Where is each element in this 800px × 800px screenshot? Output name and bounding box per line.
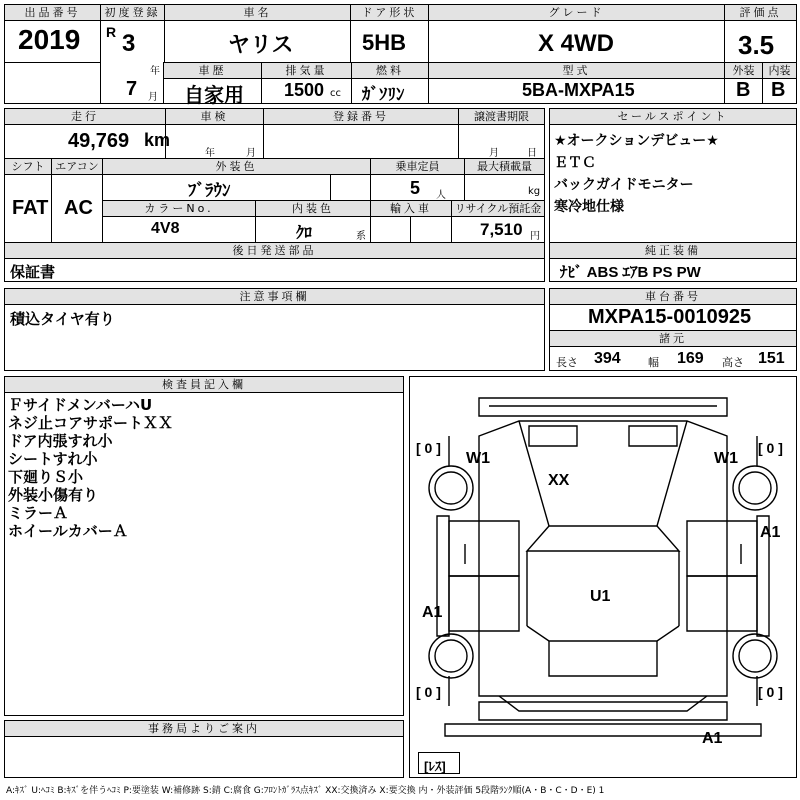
mark-w1-left: W1 bbox=[466, 450, 490, 467]
displacement-value: 1500 bbox=[284, 80, 325, 100]
reg-year: 3 bbox=[122, 30, 136, 57]
int-color-label: 内装色 bbox=[256, 201, 370, 217]
recycle-value: 7,510 bbox=[480, 220, 523, 239]
tire-fr-value: [ 0 ] bbox=[758, 440, 783, 456]
height-value: 151 bbox=[758, 350, 785, 367]
inspector-note-1: ＦサイドメンバーハU bbox=[8, 396, 153, 414]
car-name: ヤリス bbox=[228, 32, 294, 57]
inspector-note-3: ドア内張すれ小 bbox=[8, 432, 113, 450]
car-diagram-svg bbox=[409, 376, 797, 778]
import-label: 輸入車 bbox=[371, 201, 451, 217]
inspection-label: 車検 bbox=[166, 109, 263, 125]
grade-value: X 4WD bbox=[538, 30, 615, 57]
aircon-value: AC bbox=[64, 197, 93, 219]
cc-unit: cc bbox=[330, 88, 341, 99]
fuel-value: ｶﾞｿﾘﾝ bbox=[362, 85, 405, 104]
chassis-label: 車台番号 bbox=[550, 289, 796, 305]
later-parts-label: 後日発送部品 bbox=[5, 243, 544, 259]
width-value: 169 bbox=[677, 350, 704, 367]
lot-no-label: 出品番号 bbox=[5, 5, 100, 21]
mark-a1-right: A1 bbox=[760, 524, 781, 541]
chassis-number: MXPA15-0010925 bbox=[588, 306, 752, 328]
lot-number: 2019 bbox=[18, 24, 81, 55]
displacement-label: 排気量 bbox=[262, 63, 351, 79]
color-no-label: カラーNo. bbox=[103, 201, 255, 217]
shift-label: シフト bbox=[5, 159, 51, 175]
inspector-note-4: シートすれ小 bbox=[8, 450, 98, 468]
door-type: 5HB bbox=[362, 30, 407, 55]
history-label: 車歴 bbox=[164, 63, 261, 79]
width-label: 幅 bbox=[648, 356, 659, 369]
tire-fl-value: [ 0 ] bbox=[416, 440, 441, 456]
later-parts-value: 保証書 bbox=[10, 263, 56, 281]
int-color-value: ｸﾛ bbox=[296, 225, 313, 242]
ext-color-value: ﾌﾞﾗｳﾝ bbox=[188, 181, 231, 200]
score-label: 評価点 bbox=[725, 5, 796, 21]
recycle-label: リサイクル預託金 bbox=[452, 201, 544, 217]
aircon-label: エアコン bbox=[52, 159, 102, 175]
inspector-note-5: 下廻りＳ小 bbox=[8, 468, 84, 486]
color-no-value: 4V8 bbox=[151, 220, 180, 237]
length-label: 長さ bbox=[556, 356, 578, 369]
score-value: 3.5 bbox=[738, 30, 775, 60]
month-unit: 月 bbox=[148, 92, 158, 103]
mark-a1-left: A1 bbox=[422, 604, 443, 621]
capacity-value: 5 bbox=[410, 178, 421, 198]
mark-roof: U1 bbox=[590, 588, 611, 605]
sales-point-3: バックガイドモニター bbox=[554, 177, 694, 193]
length-value: 394 bbox=[594, 350, 621, 367]
kg-unit: kg bbox=[528, 186, 541, 197]
height-label: 高さ bbox=[722, 356, 744, 369]
transfer-day-unit: 日 bbox=[527, 148, 537, 159]
shift-value: FAT bbox=[12, 197, 49, 219]
grade-label: グレード bbox=[429, 5, 724, 21]
caution-value: 積込タイヤ有り bbox=[10, 310, 115, 328]
interior-grade: B bbox=[771, 79, 786, 101]
specs-label: 諸元 bbox=[550, 331, 796, 347]
mileage-value: 49,769 bbox=[68, 130, 130, 152]
car-history: 自家用 bbox=[184, 85, 244, 107]
model-code: 5BA-MXPA15 bbox=[522, 80, 635, 100]
inspector-label: 検査員記入欄 bbox=[5, 377, 403, 393]
car-name-label: 車名 bbox=[165, 5, 350, 21]
inspector-note-2: ネジ止コアサポートＸＸ bbox=[8, 414, 174, 432]
inspector-note-7: ミラーＡ bbox=[8, 504, 69, 522]
transfer-doc-label: 譲渡書期限 bbox=[459, 109, 544, 125]
model-code-label: 型式 bbox=[429, 63, 724, 79]
spare-tire-value: [ﾚｽ] bbox=[424, 759, 446, 774]
sales-point-4: 寒冷地仕様 bbox=[554, 199, 624, 215]
inspector-note-6: 外装小傷有り bbox=[8, 486, 99, 504]
max-load-label: 最大積載量 bbox=[465, 159, 544, 175]
mark-w1-right: W1 bbox=[714, 450, 738, 467]
sales-point-label: セールスポイント bbox=[550, 109, 796, 125]
exterior-grade: B bbox=[736, 79, 751, 101]
caution-label: 注意事項欄 bbox=[5, 289, 544, 305]
inspection-year-unit: 年 bbox=[205, 148, 215, 159]
era-mark: R bbox=[106, 24, 117, 40]
door-label: ドア形状 bbox=[351, 5, 428, 21]
person-unit: 人 bbox=[436, 190, 446, 201]
office-label: 事務局よりご案内 bbox=[5, 721, 403, 737]
genuine-equip-value: ﾅﾋﾞ ABS ｴｱB PS PW bbox=[560, 264, 701, 281]
inspection-month-unit: 月 bbox=[246, 148, 256, 159]
capacity-label: 乗車定員 bbox=[371, 159, 464, 175]
exterior-label: 外装 bbox=[725, 63, 762, 79]
sales-point-1: ★オークションデビュー★ bbox=[554, 133, 719, 149]
ext-color-label: 外装色 bbox=[103, 159, 370, 175]
first-reg-label: 初度登録 bbox=[101, 5, 164, 21]
sales-point-2: ＥＴＣ bbox=[554, 155, 596, 171]
reg-month: 7 bbox=[126, 78, 138, 100]
mileage-label: 走行 bbox=[5, 109, 165, 125]
kei-unit: 系 bbox=[356, 231, 366, 242]
mark-a1-bottom: A1 bbox=[702, 730, 723, 747]
reg-no-label: 登録番号 bbox=[264, 109, 458, 125]
inspector-note-8: ホイールカバーＡ bbox=[8, 522, 128, 540]
year-unit: 年 bbox=[150, 66, 160, 77]
tire-rl-value: [ 0 ] bbox=[416, 684, 441, 700]
tire-rr-value: [ 0 ] bbox=[758, 684, 783, 700]
km-unit: km bbox=[144, 130, 171, 150]
transfer-month-unit: 月 bbox=[489, 148, 499, 159]
yen-unit: 円 bbox=[530, 231, 540, 242]
genuine-equip-label: 純正装備 bbox=[550, 243, 796, 259]
legend-text: A:ｷｽﾞ U:ﾍｺﾐ B:ｷｽﾞを伴うﾍｺﾐ P:要塗装 W:補修跡 S:錆 C:腐食 G:ﾌﾛﾝﾄｶﾞﾗｽ点ｷｽﾞ XX:交換済み X:要交換 内・外装評価 5段階ﾗﾝｸ順(A・B・C・D・E) 1 bbox=[6, 786, 605, 796]
fuel-label: 燃料 bbox=[352, 63, 428, 79]
mark-hood: XX bbox=[548, 472, 570, 489]
interior-label: 内装 bbox=[763, 63, 796, 79]
